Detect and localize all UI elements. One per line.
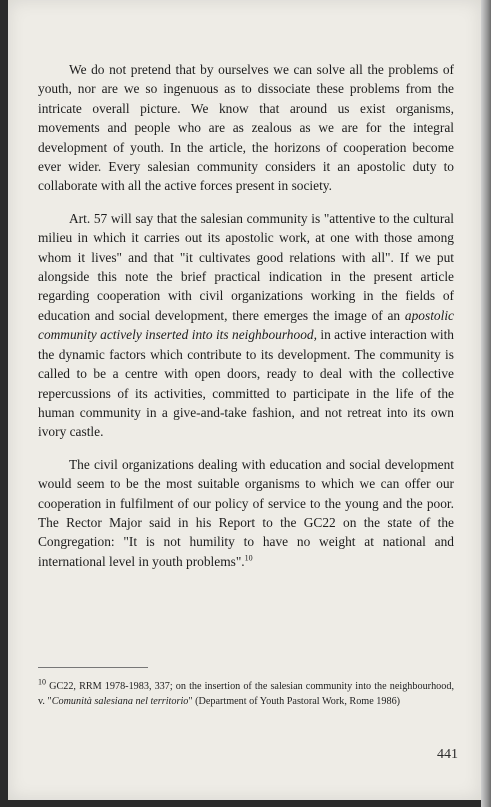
paragraph-2-text-b: in active interaction with the dynamic factors which contribute to its development. The community is called to be a centre with open doors, ready to deal with the collective repercussions of its activities, committed to participate in the life of the human community in a give-and-take fashion, and not retreat into its own ivory castle. [38, 327, 454, 440]
paragraph-2-text-a: Art. 57 will say that the salesian community is "attentive to the cultural milieu in which it carries out its apostolic work, at one with those among whom it lives" and that "it cultivates good relations with all". If we put alongside this note the brief practical indication in the present article regarding cooperation with civil organizations working in the fields of education and social development, there emerges the image of an [38, 210, 454, 323]
footnote-text-a: GC22, RRM 1978-1983, 337; on the insertion of the salesian community into the neighbourhood, v. " [38, 681, 454, 707]
book-page [8, 0, 481, 800]
footnote-text-b: " (Department of Youth Pastoral Work, Rome 1986) [188, 695, 401, 707]
body-text [38, 60, 454, 571]
paragraph-3 [38, 455, 454, 571]
footnote-reference[interactable]: 10 [244, 553, 253, 563]
paragraph-3-text: The civil organizations dealing with education and social development would seem to be the most suitable organisms to which we can offer our cooperation in fulfilment of our policy of service to the young and the poor. The Rector Major said in his Report to the GC22 on the state of the Congregation: "It is not humility to have no weight at national and international level in youth problems". [38, 456, 454, 569]
paragraph-2-emphasis: apostolic community actively inserted into its neighbourhood, [38, 307, 454, 343]
footnote-divider [38, 667, 148, 668]
paragraph-1-text: We do not pretend that by ourselves we can solve all the problems of youth, nor are we so ingenuous as to dissociate these problems from the intricate overall picture. We know that around us exist organisms, movements and people who are as zealous as we are for the integral development of youth. In the article, the horizons of cooperation become ever wider. Every salesian community considers it an apostolic duty to collaborate with all the active forces present in society. [38, 62, 454, 194]
page-number: 441 [437, 747, 458, 762]
paragraph-1 [38, 60, 454, 196]
page-edge-shadow [481, 0, 491, 807]
footnote [38, 677, 454, 709]
footnote-mark: 10 [38, 677, 46, 687]
footnote-title: Comunità salesiana nel territorio [51, 695, 189, 707]
paragraph-2 [38, 209, 454, 442]
